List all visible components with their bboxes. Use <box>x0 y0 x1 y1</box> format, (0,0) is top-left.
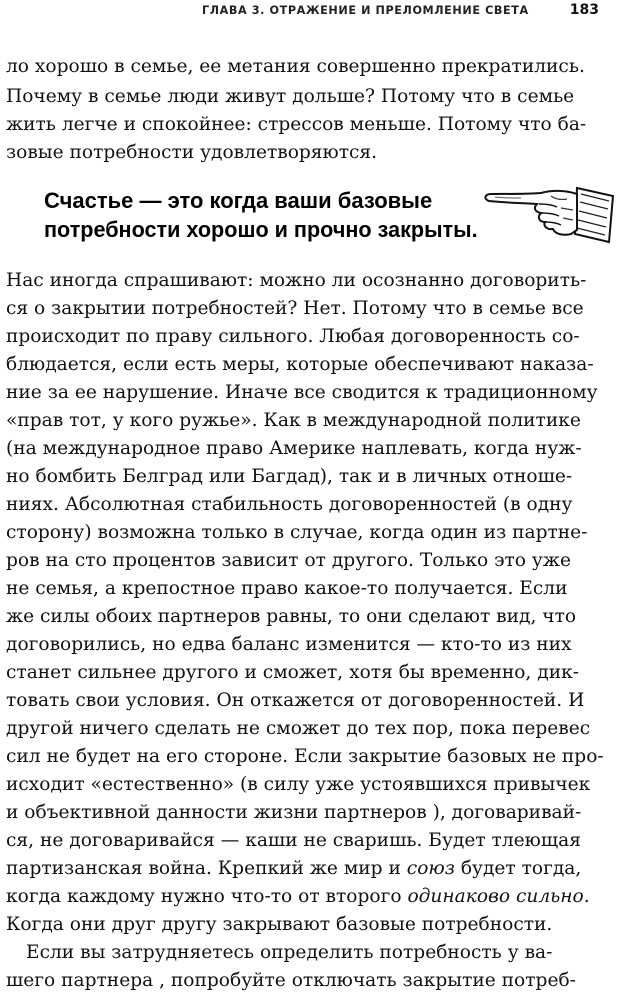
text-line: договорились, но едва баланс изменится — кто-то из них <box>6 634 572 655</box>
text-line: и объективной данности жизни партнеров ), договаривай- <box>6 802 582 823</box>
text-line: сторону) возможна только в случае, когда один из партне- <box>6 522 588 543</box>
text-line: не семья, а крепостное право какое-то получается. Если <box>6 578 568 599</box>
text-line: станет сильнее другого и сможет, хотя бы временно, дик- <box>6 662 579 683</box>
text-line: (на международное право Америке наплевать, когда нуж- <box>6 438 582 459</box>
text-line: блюдается, если есть меры, которые обеспечивают наказа- <box>6 354 594 375</box>
callout-line: потребности хорошо и прочно закрыты. <box>44 217 478 242</box>
text-line: но бомбить Белград или Багдад), так и в личных отноше- <box>6 466 573 487</box>
text-line-mixed <box>6 888 590 907</box>
text-line-mixed <box>6 860 581 879</box>
text-line: Когда они друг другу закрывают базовые потребности. <box>6 914 553 935</box>
text-line: «прав тот, у кого ружье». Как в международной политике <box>6 410 581 431</box>
text-line: ся о закрытии потребностей? Нет. Потому что в семье все <box>6 298 584 319</box>
text-line: другой ничего сделать не сможет до тех пор, пока перевес <box>6 718 591 739</box>
text-line: исходит «естественно» (в силу уже устоявшихся привычек <box>6 774 591 795</box>
pointing-hand-icon <box>481 180 617 258</box>
text-line: ниях. Абсолютная стабильность договоренностей (в одну <box>6 494 573 515</box>
text-line: шего партнера , попробуйте отключать закрытие потреб- <box>6 970 576 991</box>
page-number: 183 <box>569 2 599 18</box>
text-line: ся, не договаривайся — каши не сваришь. Будет тлеющая <box>6 830 581 851</box>
text-line: Почему в семье люди живут дольше? Потому что в семье <box>6 86 575 107</box>
text-line: ние за ее нарушение. Иначе все сводится к традиционному <box>6 382 598 403</box>
text-segment: будет тогда, <box>454 858 582 879</box>
text-line: происходит по праву сильного. Любая договоренность со- <box>6 326 580 347</box>
text-line: зовые потребности удовлетворяются. <box>6 142 378 163</box>
text-line: сил не будет на его стороне. Если закрытие базовых не про- <box>6 746 604 767</box>
text-line: Если вы затрудняетесь определить потребность у ва- <box>26 942 553 963</box>
callout-line: Счастье — это когда ваши базовые <box>44 188 433 213</box>
chapter-title: ГЛАВА 3. ОТРАЖЕНИЕ И ПРЕЛОМЛЕНИЕ СВЕТА <box>202 4 529 17</box>
running-header <box>0 0 620 24</box>
text-line: товать свои условия. Он откажется от договоренностей. И <box>6 690 585 711</box>
text-line: ров на сто процентов зависит от другого. Только это уже <box>6 550 571 571</box>
text-line: же силы обоих партнеров равны, то они сделают вид, что <box>6 606 577 627</box>
text-line: жить легче и спокойнее: стрессов меньше. Потому что ба- <box>6 114 587 135</box>
text-segment: когда каждому нужно что-то от второго <box>6 886 408 907</box>
text-line: ло хорошо в семье, ее метания совершенно прекратились. <box>6 56 585 77</box>
text-segment: партизанская война. Крепкий же мир и <box>6 858 407 879</box>
italic-segment: одинаково сильно. <box>407 886 590 907</box>
text-line: Нас иногда спрашивают: можно ли осознанно договорить- <box>6 270 587 291</box>
italic-segment: союз <box>406 858 455 879</box>
